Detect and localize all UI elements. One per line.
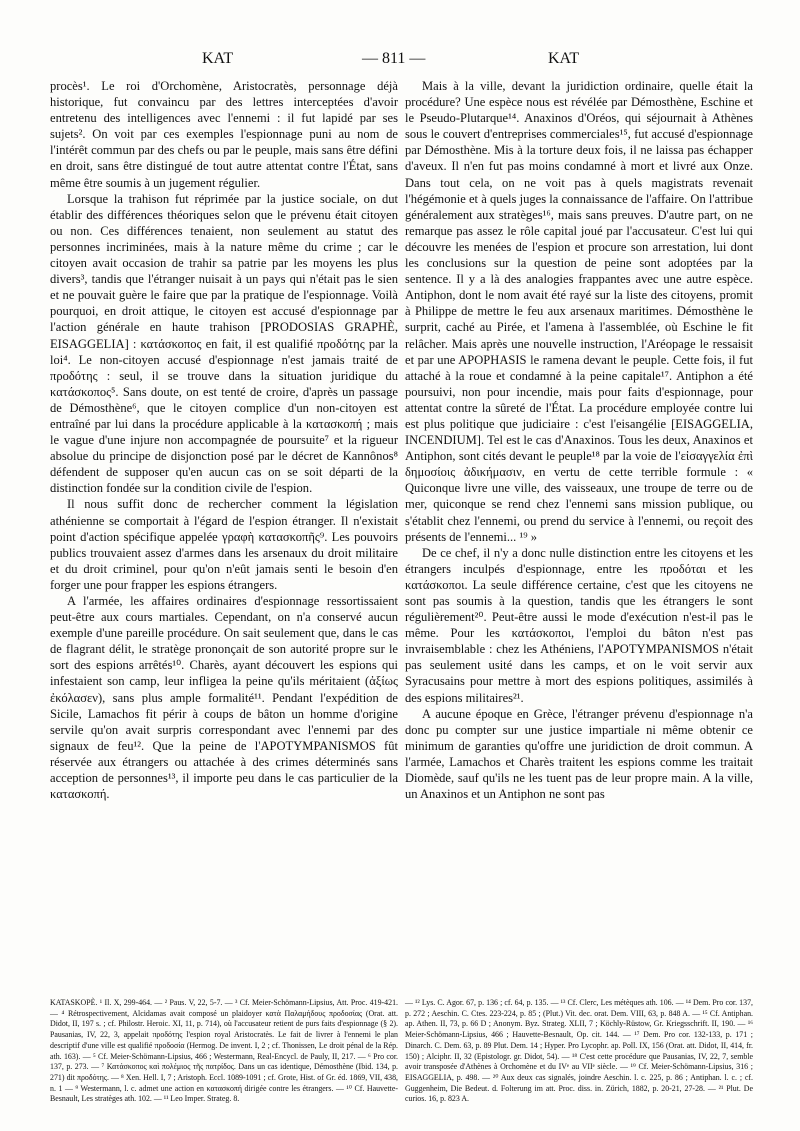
paragraph: Lorsque la trahison fut réprimée par la justice sociale, on dut établir des différences théoriques selon que le prévenu était citoyen ou non. Ces différences tenaient, non seulement au statut des personnes incriminées, mais à la nature même du crime ; car le citoyen avait occasion de trahir sa patrie par les moyens les plus divers³, tandis que l'étranger nuisait à un pays qui n'était pas le sien et ne pouvait guère le faire que par la pratique de l'espionnage. Voilà pourquoi, en droit attique, le citoyen est accusé d'espionnage par l'action générale en haute trahison [PRODOSIAS GRAPHÈ, EISAGGELIA] : κατάσκοπος en fait, il est qualifié προδότης par la loi⁴. Le non-citoyen accusé d'espionnage n'est jamais traité de προδότης : seul, il se trouve dans la situation juridique du κατάσκοπος⁵. Sans doute, on est tenté de croire, d'après un passage de Démosthène⁶, que le citoyen complice d'un non-citoyen est entraîné par lui dans la procédure applicable à la κατασκοπή ; mais le vague d'une injure non accompagnée de poursuite⁷ et la rigueur absolue du principe de disjonction posé par le décret de Kannônos⁸ défendent de supposer qu'en aucun cas on se soit départi de la distinction fondée sur la condition civile de l'espion. [50,191,398,496]
header-left-title: KAT [202,50,234,67]
paragraph: A aucune époque en Grèce, l'étranger prévenu d'espionnage n'a donc pu compter sur une justice impartiale ni même obtenir ce minimum de garanties qu'offre une juridiction de droit commun. A l'armée, Lamachos et Charès traitent les espions comme les traitait Diomède, sauf qu'ils ne les tuent pas de leur propre main. A la ville, un Anaxinos et un Antiphon ne sont pas [405,706,753,802]
page-header [0,50,800,72]
footnotes-left [50,998,398,1105]
left-text-column [50,78,398,802]
paragraph: Il nous suffit donc de rechercher comment la législation athénienne se comportait à l'égard de l'espion étranger. Il n'existait point d'action spécifique appelée γραφὴ κατασκοπῆς⁹. Les pouvoirs publics trouvaient assez d'armes dans les arsenaux du droit militaire et du droit criminel, pour qu'on n'eût jamais senti le besoin d'en forger une pour frapper les espions étrangers. [50,497,398,592]
header-right-title: KAT [548,50,580,67]
paragraph: procès¹. Le roi d'Orchomène, Aristocratès, personnage déjà historique, fut convaincu par des lettres interceptées d'avoir entretenu des intelligences avec l'ennemi : il fut lapidé par ses sujets². On voit par ces exemples l'espionnage puni au nom de l'intérêt commun par des chefs ou par le peuple, mais sans être défini en droit, sans être distingué de tout autre attentat contre l'État, sans même être soumis à un jugement régulier. [50,79,398,190]
paragraph: Mais à la ville, devant la juridiction ordinaire, quelle était la procédure? Une espèce nous est révélée par Démosthène, Eschine et le Pseudo-Plutarque¹⁴. Anaxinos d'Oréos, qui séjournait à Athènes sous le couvert d'entreprises commerciales¹⁵, fut accusé d'espionnage par Démosthène. Mis à la torture deux fois, il ne laissa pas échapper d'aveux. Il n'en fut pas moins condamné à mort et livré aux Onze. Dans tout cela, on ne voit pas à quels magistrats revenait l'hégémonie et à quels juges la connaissance de l'affaire. On l'attribue généralement aux stratèges¹⁶, mais sans preuves. D'autre part, on ne remarque pas assez le rôle capital joué par l'accusateur. C'est lui qui découvre les menées de l'espion et procure son arrestation, lui dont les conclusions sur la question de peine sont adoptées par la sentence. Il y a là des analogies frappantes avec une autre espèce. Antiphon, dont le nom avait été rayé sur la liste des citoyens, promit à Philippe de mettre le feu aux arsenaux maritimes. Démosthène le surprit, caché au Pirée, et l'amena à l'assemblée, où Eschine le fit relâcher. Mais après une nouvelle instruction, l'Aréopage le ressaisit et par une APOPHASIS le ramena devant le peuple. Cette fois, il fut attaché à la roue et condamné à la peine capitale¹⁷. Antiphon a été poursuivi, non pour incendie, mais pour faits d'espionnage, pour attentat contre la sûreté de l'État. La procédure employée contre lui est plus politique que judiciaire : c'est l'eisangélie [EISAGGELIA, INCENDIUM]. Tel est le cas d'Anaxinos. Tous les deux, Anaxinos et Antiphon, sont cités devant le peuple¹⁸ par la voie de l'εἰσαγγελία ἐπὶ δημοσίοις ἀδικήμασιν, en vertu de cette terrible formule : « Quiconque livre une ville, des vaisseaux, une troupe de terre ou de mer, quiconque se rend chez l'ennemi sans mission publique, ou s'établit chez l'ennemi, ou prend du service à l'ennemi, ou reçoit des présents de l'ennemi... ¹⁹ » [405,79,753,544]
footnotes-right [405,998,753,1105]
paragraph: De ce chef, il n'y a donc nulle distinction entre les citoyens et les étrangers inculpés d'espionnage, entre les προδόται et les κατάσκοποι. La seule différence certaine, c'est que les citoyens ne sont pas soumis à la question, tandis que les étrangers le sont régulièrement²⁰. Peut-être aussi le mode d'exécution n'est-il pas le même. Pour les κατάσκοποι, l'emploi du bâton n'est pas invraisemblable : chez les Athéniens, l'APOTYMPANISMOS n'était pas seulement usité dans les camps, et on le voit servir aux Syracusains pour mettre à mort des espions politiques, assimilés à des espions militaires²¹. [405,545,753,705]
page-number: — 811 — [362,50,426,67]
paragraph: A l'armée, les affaires ordinaires d'espionnage ressortissaient peut-être aux cours martiales. Cependant, on n'a conservé aucun exemple d'une pareille procédure. On sait seulement que, dans le cas de flagrant délit, le stratège prononçait de son autorité propre sur le sort des espions arrêtés¹⁰. Charès, ayant découvert les espions qui infestaient son camp, leur infligea la peine qu'ils méritaient (ἀξίως ἐκόλασεν), sans plus ample formalité¹¹. Pendant l'expédition de Sicile, Lamachos fit périr à coups de bâton un homme d'origine servile qu'on avait surpris correspondant avec l'ennemi par des signaux de feu¹². Que la peine de l'APOTYMPANISMOS fût réservée aux étrangers ou attachée à des crimes déterminés sans acception de personnes¹³, il importe peu dans le cas particulier de la κατασκοπή. [50,594,398,802]
footnote-text: — ¹² Lys. C. Agor. 67, p. 136 ; cf. 64, p. 135. — ¹³ Cf. Clerc, Les métèques ath. 106. — ¹⁴ Dem. Pro cor. 137, p. 272 ; Aeschin. C. Ctes. 223-224, p. 85 ; (Plut.) Vit. dec. orat. Dem. VIII, 63, p. 848 A. — ¹⁵ Cf. Antiphan. ap. Athen. II, 73, p. 66 D ; Anonym. Byz. Strateg. XLII, 7 ; Köchly-Rüstow, Gr. Kriegsschrift. II, 190. — ¹⁶ Meier-Schömann-Lipsius, 466 ; Hauvette-Besnault, Op. cit. 144. — ¹⁷ Dem. Pro cor. 132-133, p. 171 ; Dinarch. C. Dem. 63, p. 89 Plut. Dem. 14 ; Hyper. Pro Lycophr. ap. Poll. IX, 156 (Orat. att. Didot, II, 414, fr. 150) ; Alciphr. II, 32 (Epistologr. gr. Didot, 54). — ¹⁸ C'est cette procédure que Pausanias, IV, 22, 7, semble avoir transposée d'Athènes à Orchomène et du IVᵉ au VIIᵉ siècle. — ¹⁹ Cf. Meier-Schömann-Lipsius, 316 ; EISAGGELIA, p. 498. — ²⁰ Aux deux cas signalés, joindre Aeschin. l. c. 225, p. 86 ; Antiphan. l. c. ; cf. Guggenheim, Die Bedeut. d. Folterung im att. Proc. diss. in. Zürich, 1882, p. 20-21, 27-28. — ²¹ Plut. De curios. 16, p. 823 A. [405,998,753,1104]
footnote-text: KATASKOPÈ. ¹ Il. X, 299-464. — ² Paus. V, 22, 5-7. — ³ Cf. Meier-Schömann-Lipsius, Att. Proc. 419-421. — ⁴ Rétrospectivement, Alcidamas avait composé un plaidoyer κατὰ Παλαμήδους προδοσίας (Orat. att. Didot, II, 197 s. ; cf. Philostr. Heroic. XI, 11, p. 714), où l'accusateur retient de purs faits d'espionnage (§ 2). Pausanias, IV, 22, 3, appelait προδότης l'espion royal Aristocratès. Le fait de livrer à l'ennemi le plan descriptif d'une ville est qualifié προδοσία (Hermog. De invent. I, 2 ; cf. Thonissen, Le droit pénal de la Rép. ath. 163). — ⁵ Cf. Meier-Schömann-Lipsius, 466 ; Westermann, Real-Encycl. de Pauly, II, 217. — ⁶ Pro cor. 137, p. 273. — ⁷ Κατάσκοπος καὶ πολέμιος τῆς πατρίδος. Dans un cas identique, Démosthène (Ibid. 134, p. 271) dit προδότης. — ⁸ Xen. Hell. I, 7 ; Aristoph. Eccl. 1089-1091 ; cf. Grote, Hist. of Gr. éd. 1869, VII, 438, n. 1 — ⁹ Westermann, l. c. admet une action en κατασκοπή dirigée contre les étrangers. — ¹⁰ Cf. Hauvette-Besnault, Les stratèges ath. 102. — ¹¹ Leo Imper. Strateg. 8. [50,998,398,1104]
right-text-column [405,78,753,802]
